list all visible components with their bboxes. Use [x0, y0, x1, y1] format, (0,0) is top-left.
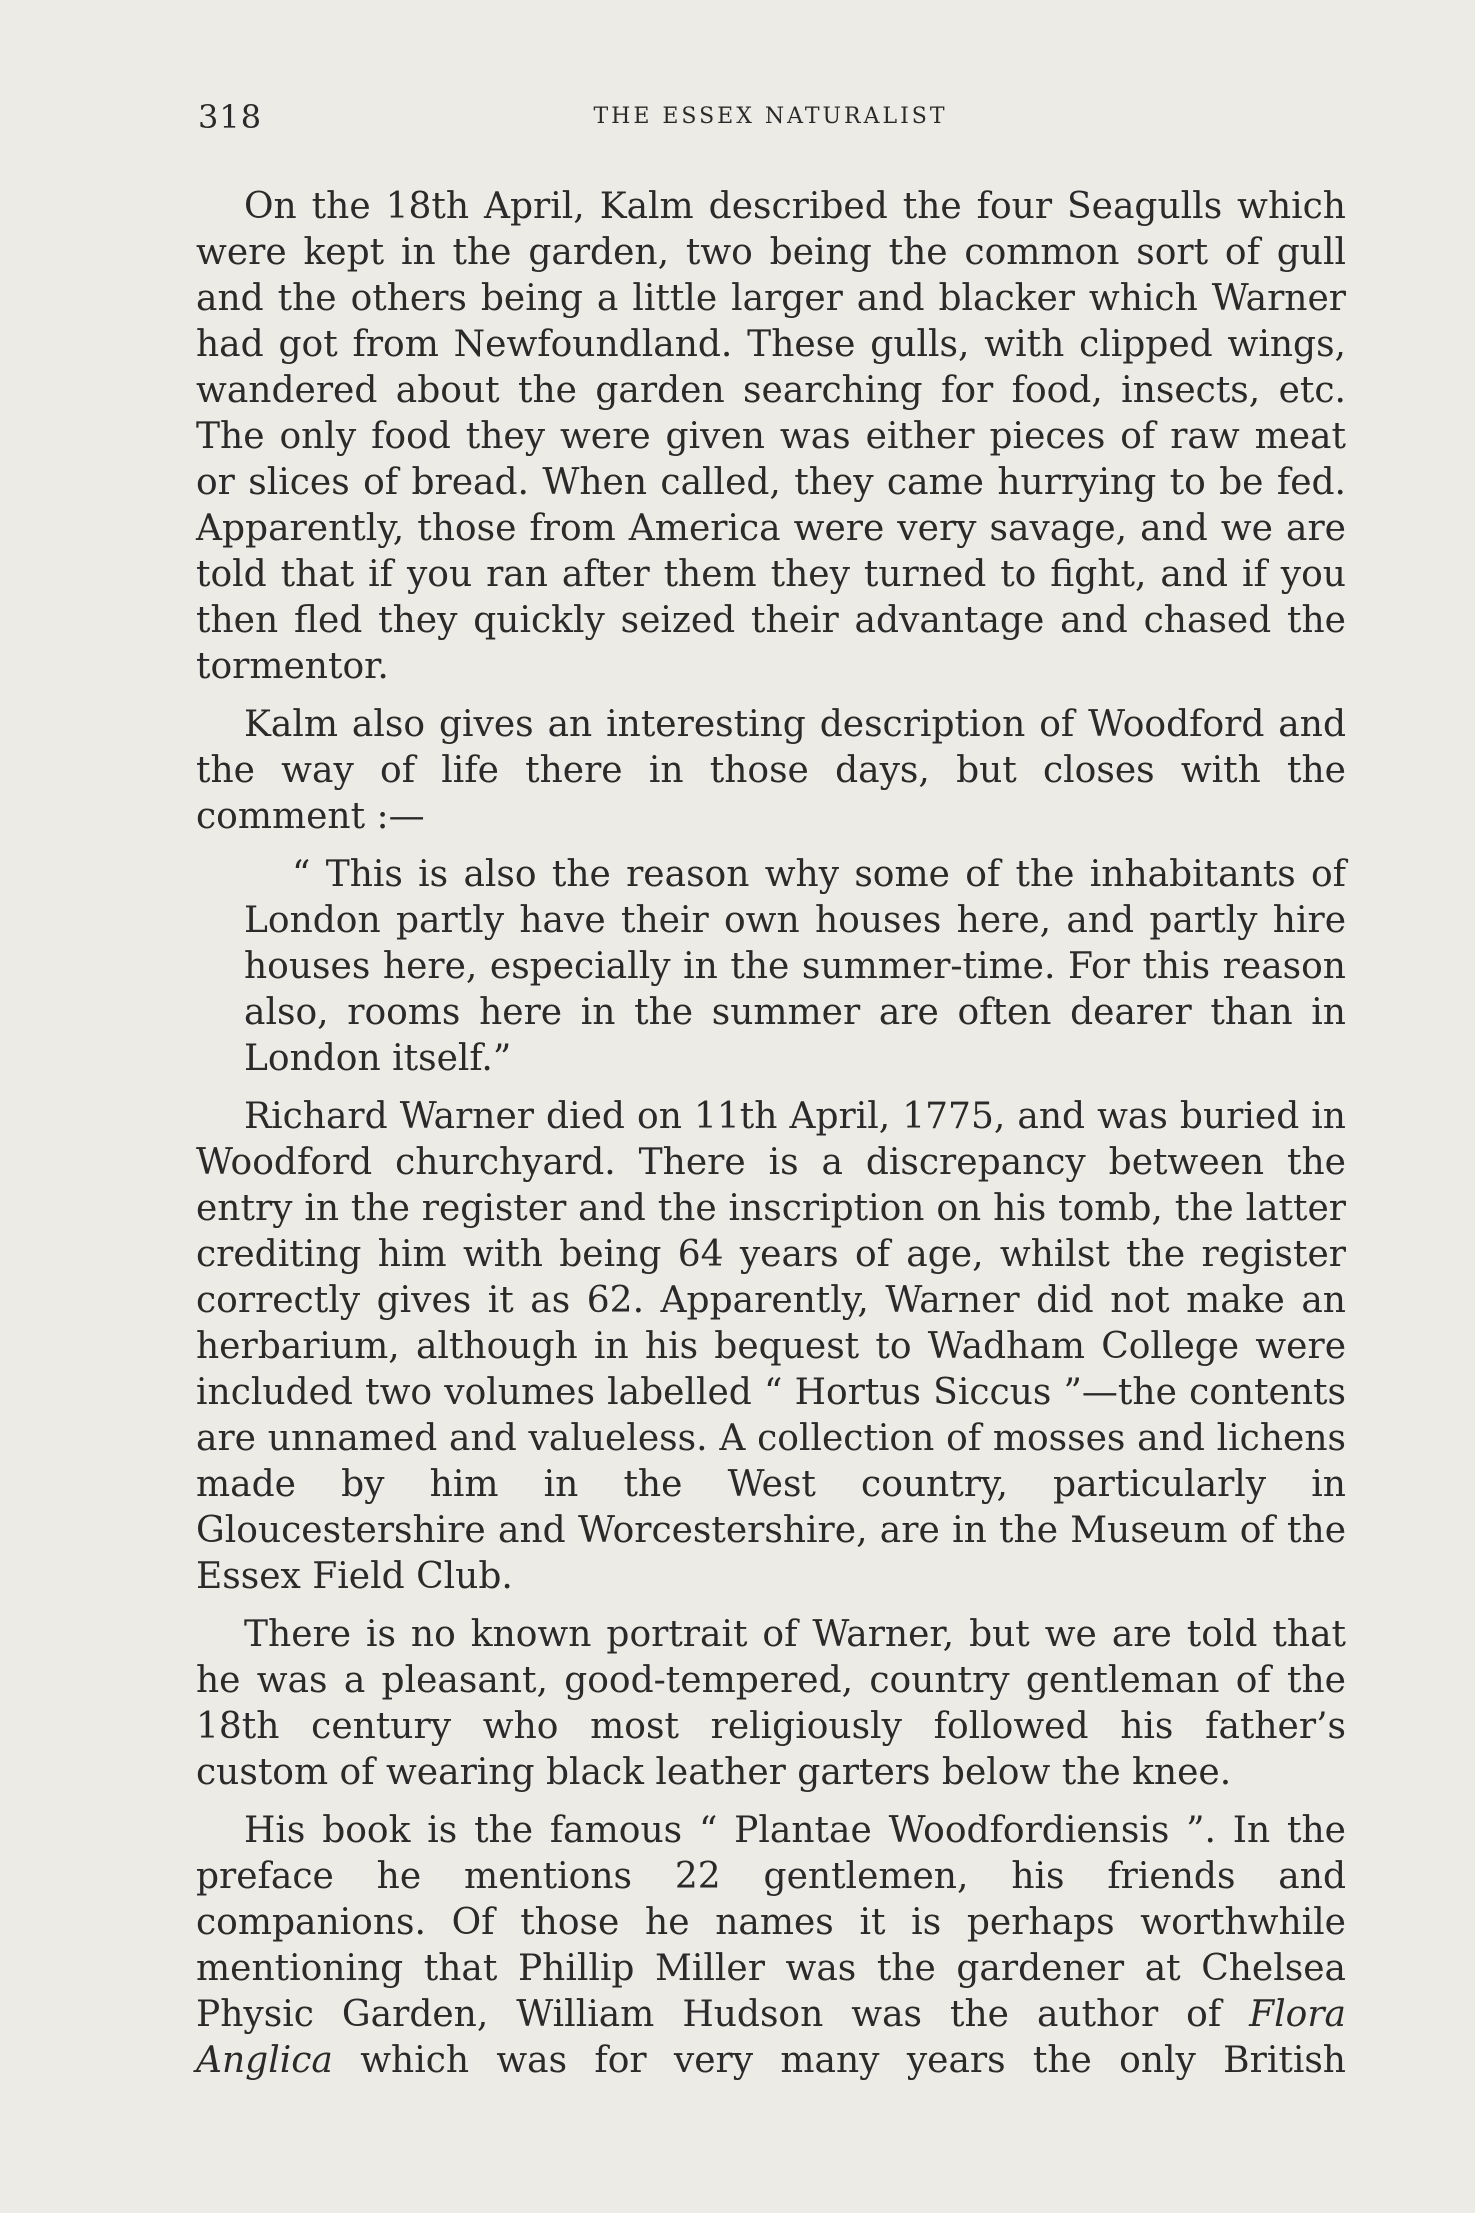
- paragraph-text-before: His book is the famous “ Plantae Woodfordiensis ”. In the preface he mentions 22 gentlemen, his friends and companions. Of those he names it is perhaps worthwhile mentioning that Phillip Miller was the gardener at Chelsea Physic Garden, William Hudson was the author of: [196, 1810, 1346, 2035]
- paragraph-text-after: which was for very many years the only British: [332, 2040, 1346, 2081]
- page-header: [198, 98, 1343, 138]
- paragraph-warner-death: Richard Warner died on 11th April, 1775, and was buried in Woodford churchyard. There is a discrepancy between the entry in the register and the inscription on his tomb, the latter crediting him with being 64 years of age, whilst the register correctly gives it as 62. Apparently, Warner did not make an herbarium, although in his bequest to Wadham College were included two volumes labelled “ Hortus Siccus ”—the contents are unnamed and valueless. A collection of mosses and lichens made by him in the West country, particularly in Gloucestershire and Worcestershire, are in the Museum of the Essex Field Club.: [196, 1096, 1346, 1597]
- page-number: 318: [198, 98, 263, 136]
- running-head: THE ESSEX NATURALIST: [593, 104, 948, 129]
- paragraph-seagulls: On the 18th April, Kalm described the four Seagulls which were kept in the garden, two being the common sort of gull and the others being a little larger and blacker which Warner had got from Newfoundland. These gulls, with clipped wings, wandered about the garden searching for food, insects, etc. The only food they were given was either pieces of raw meat or slices of bread. When called, they came hurrying to be fed. Apparently, those from America were very savage, and we are told that if you ran after them they turned to fight, and if you then fled they quickly seized their advantage and chased the tormentor.: [196, 186, 1346, 687]
- body-text: [196, 184, 1346, 2096]
- quotation-london-inhabitants: “ This is also the reason why some of the inhabitants of London partly have their own houses here, and partly hire houses here, especially in the summer-time. For this reason also, rooms here in the summer are often dearer than in London itself.”: [244, 854, 1346, 1079]
- book-title-italic: Flora Anglica: [196, 1994, 1346, 2081]
- paragraph-portrait: There is no known portrait of Warner, but we are told that he was a pleasant, good-tempered, country gentleman of the 18th century who most religiously followed his father’s custom of wearing black leather garters below the knee.: [196, 1614, 1346, 1793]
- paragraph-plantae-woodfordiensis: [196, 1808, 1346, 2084]
- paragraph-woodford-description: Kalm also gives an interesting description of Woodford and the way of life there in those days, but closes with the comment :—: [196, 704, 1346, 837]
